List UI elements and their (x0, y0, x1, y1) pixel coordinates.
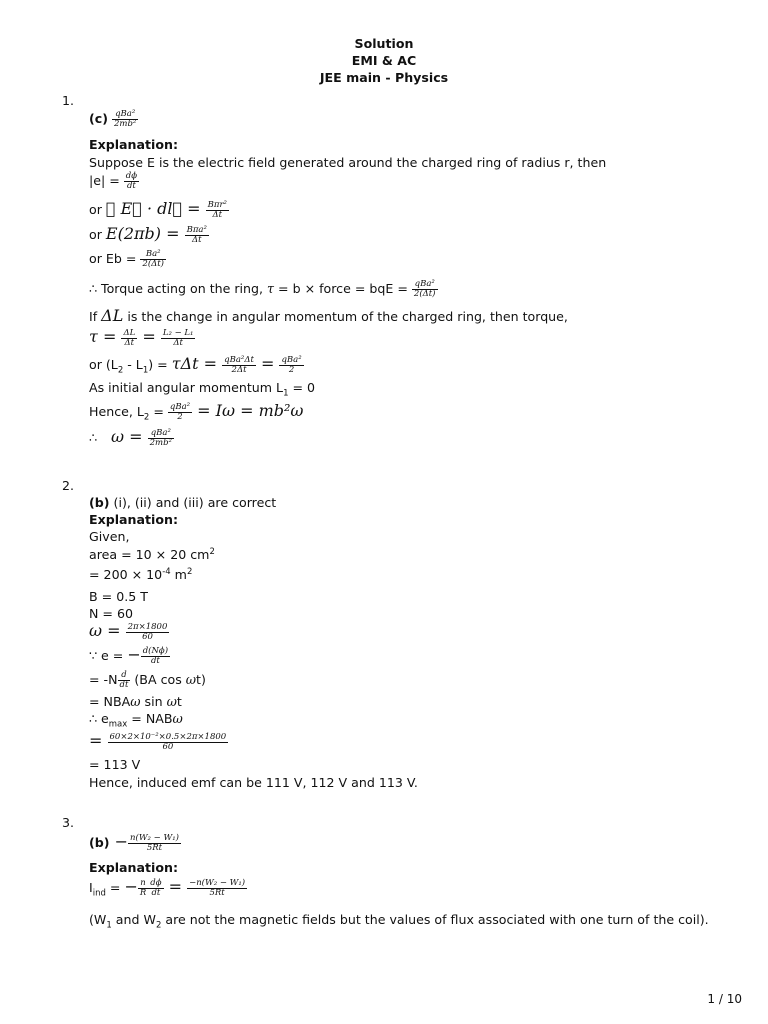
q1-line-1: Suppose E is the electric field generated around the charged ring of radius r, then (89, 155, 607, 170)
q2-line-10: ∴ $e_{max} = NAB\omega$ (89, 711, 183, 730)
q3-line-1: $I_{ind}$ = − $\frac{n}{R}$ $\frac{d\phi}{dt}$ = $\frac{\text{−n(W₂ − W₁)}}{5Rt}$ (89, 877, 246, 899)
q2-line-11: = $\frac{\text{60×2×10⁻²×0.5×2π×1800}}{60}$ (89, 731, 227, 752)
q2-line-9: = NBAω sin ωt (89, 694, 182, 709)
q1-line-3: or ∮ E⃗ · dl⃗ = $\frac{\text{Bπr²}}{\Delta t}$ (89, 199, 227, 220)
q2-explanation-heading: Explanation: (89, 512, 179, 527)
q1-line-12: ∴ ω = $\frac{\text{qBa²}}{\text{2mb²}}$ (89, 427, 172, 448)
q2-line-8: = -N $\frac{d}{dt}$ (BA cos ωt) (89, 670, 206, 690)
q2-line-6: ω = $\frac{2\pi\times 1800}{60}$ (89, 621, 168, 642)
q2-line-7: ∵ e = − $\frac{d(N\phi)}{dt}$ (89, 645, 169, 666)
q2-line-5: N = 60 (89, 606, 134, 621)
doc-subtitle: EMI & AC (351, 53, 417, 68)
q3-line-2: ($W_1$ and $W_2$ are not the magnetic fields but the values of flux associated with one turn of the coil). (89, 912, 709, 931)
q2-line-2: area = 10 × 20 $cm^2$ (89, 547, 215, 563)
q2-line-12: = 113 V (89, 757, 141, 772)
q1-line-9: or $(L_2 - L_1) = \tau\Delta t$ = $\frac{\text{qBa²Δt}}{2\Delta t}$ = $\frac{\text{qBa²}}{2}$ (89, 354, 302, 376)
q1-answer-option: (c) (89, 110, 108, 126)
q1-line-11: Hence, $L_2$ = $\frac{\text{qBa²}}{2}$ = Iω = mb²ω (89, 401, 304, 423)
q2-line-3: = $200 \times 10^{-4}$ $m^2$ (89, 567, 193, 583)
q1-answer-fraction: $\frac{\text{qBa²}}{\text{2mb²}}$ (114, 109, 137, 129)
q1-line-7: If ΔL is the change in angular momentum of the charged ring, then torque, (89, 306, 568, 325)
q1-answer (89, 110, 138, 129)
question-number-3: 3. (62, 815, 75, 830)
q1-line-10: As initial angular momentum $L_1 = 0$ (89, 380, 316, 399)
question-number-2: 2. (62, 478, 75, 493)
q2-line-1: Given, (89, 529, 130, 544)
q2-answer: (b) (i), (ii) and (iii) are correct (89, 495, 277, 510)
q3-answer: (b) − $\frac{\text{n(W₂ − W₁)}}{5Rt}$ (89, 832, 179, 853)
q1-line-6: ∴ Torque acting on the ring, τ = b × force = bqE = $\frac{\text{qBa²}}{2(\Delta t)}$ (89, 279, 436, 299)
doc-subject: JEE main - Physics (319, 70, 449, 85)
q1-explanation-heading: Explanation: (89, 137, 179, 152)
q3-explanation-heading: Explanation: (89, 860, 179, 875)
q1-line-2: |e| = $\frac{d\phi}{dt}$ (89, 171, 138, 191)
q1-line-5: or Eb = $\frac{\text{Ba²}}{2(\Delta t)}$ (89, 249, 165, 269)
q1-line-4: or E(2πb) = $\frac{\text{Bπa²}}{\Delta t}$ (89, 224, 207, 245)
q1-line-8: τ = $\frac{\Delta L}{\Delta t}$ = $\frac{\text{L₂ − L₁}}{\Delta t}$ (89, 327, 194, 348)
q2-line-13: Hence, induced emf can be 111 V, 112 V and 113 V. (89, 775, 418, 790)
doc-title: Solution (354, 36, 414, 51)
question-number-1: 1. (62, 93, 75, 108)
page-number: 1 / 10 (707, 992, 742, 1006)
q2-line-4: B = 0.5 T (89, 589, 148, 604)
